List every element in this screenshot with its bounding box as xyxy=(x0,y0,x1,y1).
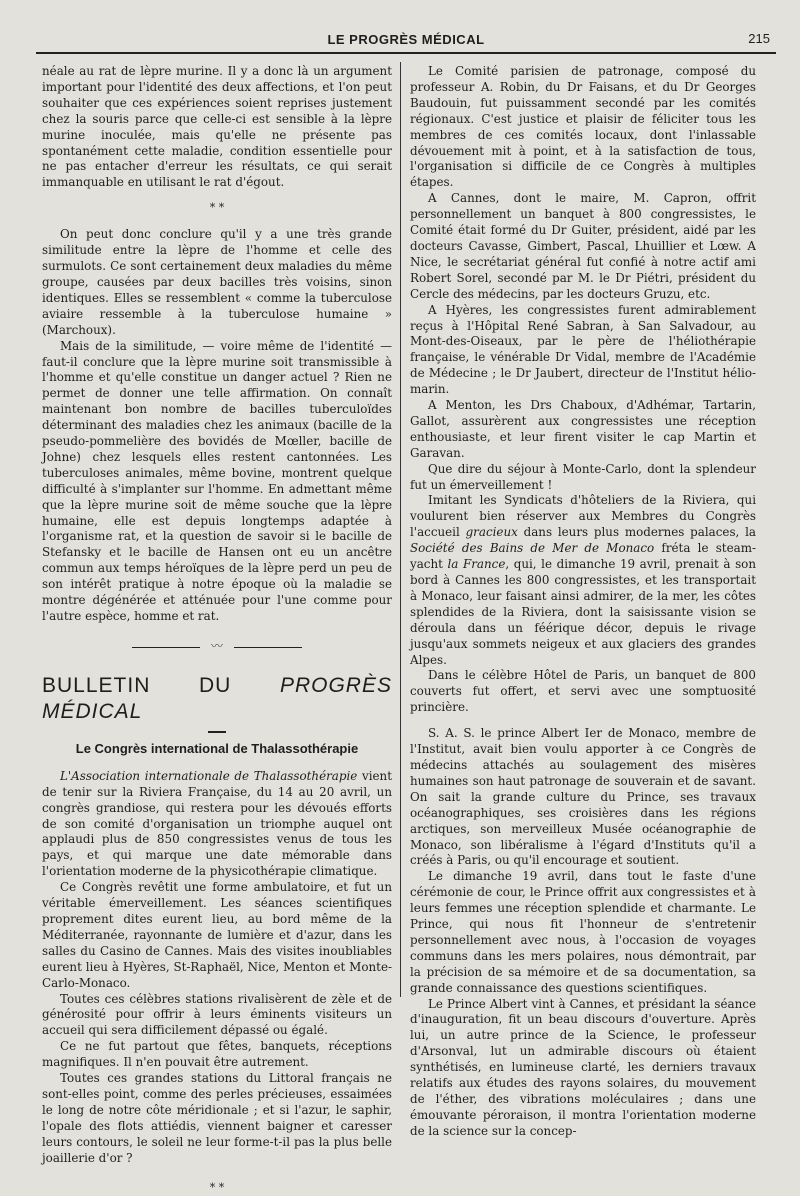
bulletin-heading-journal: PROGRÈS MÉDICAL xyxy=(42,673,392,723)
paragraph-text: vient de tenir sur la Riviera Française, du 14 au 20 avril, un congrès grandiose, qui restera pour les dévoués efforts de son comité d'organisation un triomphe auquel ont applaudi plus de 850 congressistes venus de tous les pays, et qui marque une date mémorable dans l'orientation moderne de la physicothérapie climatique. xyxy=(42,768,392,879)
paragraph: Mais de la similitude, — voire même de l'identité — faut-il conclure que la lèpre murine soit transmissible à l'homme et qu'elle constitue un danger actuel ? Rien ne permet de donner une telle affirmation. On connaît maintenant bon nombre de bacilles tuberculoïdes déterminant des maladies chez les animaux (bacille de la pseudo-pommelière des bovidés de Mœller, bacille de Johne) chez lesquels elles restent cantonnées. Les tuberculoses animales, même bovine, montrent quelque difficulté à s'implanter sur l'homme. En admettant même que la lèpre murine soit de même souche que la lèpre humaine, elle est depuis longtemps adaptée à l'organisme rat, et la question de savoir si le bacille de Stefansky et le bacille de Hansen ont eu un ancêtre commun aux temps héroïques de la lèpre perd un peu de son intérêt pratique à notre époque où la maladie se montre dégénérée et atténuée pour l'une comme pour l'autre espèce, homme et rat. xyxy=(42,338,392,623)
paragraph: A Cannes, dont le maire, M. Capron, offrit personnellement un banquet à 800 congressistes, le Comité était formé du Dr Guiter, président, aidé par les docteurs Cavasse, Gimbert, Pascal, Lhuillier et Lœw. A Nice, le secrétariat général fut confié à notre actif ami Robert Sorel, secondé par M. le Dr Piétri, président du Cercle des médecins, par les docteurs Gruzu, etc. xyxy=(410,191,756,301)
paragraph: Que dire du séjour à Monte-Carlo, dont la splendeur fut un émerveillement ! xyxy=(410,461,756,492)
paragraph: On peut donc conclure qu'il y a une très grande similitude entre la lèpre de l'homme et celle des surmulots. Ce sont certainement deux maladies du même groupe, causées par deux bacilles très voisins, sinon identiques. Elles se ressemblent « comme la tuberculose aviaire ressemble à la tuberculose humaine » (Marchoux). xyxy=(42,227,392,337)
paragraph: Le dimanche 19 avril, dans tout le faste d'une cérémonie de cour, le Prince offrit aux congressistes et à leurs femmes une réception splendide et charmante. Le Prince, qui nous fit l'honneur de s'entretenir personnellement avec nous, à l'occasion de voyages communs dans les mers polaires, nous démontrait, par la précision de sa mémoire et de sa documentation, sa grande connaissance des questions scientifiques. xyxy=(410,869,756,995)
right-column xyxy=(410,64,756,1140)
paragraph-text: Imitant les Syndicats d'hôteliers de la Riviera, qui voulurent bien réserver aux Membres du Congrès l'accueil xyxy=(410,493,756,540)
emphasis: gracieux xyxy=(465,525,518,540)
paragraph: Ce Congrès revêtit une forme ambulatoire, et fut un véritable émerveillement. Les séances scientifiques proprement dites eurent lieu, au bord même de la Méditerranée, rayonnante de lumière et d'azur, dans les salles du Casino de Cannes. Mais des visites inoubliables eurent lieu à Hyères, St-Raphaël, Nice, Menton et Monte-Carlo-Monaco. xyxy=(42,880,392,990)
yacht-name: la France xyxy=(447,557,506,572)
paragraph: Le Comité parisien de patronage, composé du professeur A. Robin, du Dr Faisans, et du Dr Georges Baudouin, fut puissamment secondé par les comités régionaux. C'est justice et plaisir de féliciter tous les membres de ces comités locaux, dont l'inlassable dévouement mit à point, et à la satisfaction de tous, l'organisation si difficile de ce Congrès à multiples étapes. xyxy=(410,64,756,190)
paragraph-text: dans leurs plus modernes palaces, la xyxy=(517,525,756,540)
paragraph xyxy=(42,769,392,880)
paragraph-gap xyxy=(410,716,756,726)
paragraph-text: fréta le steam-yacht xyxy=(410,541,757,572)
paragraph: Le Prince Albert vint à Cannes, et présidant la séance d'inauguration, fit un beau discours d'ouverture. Après lui, un autre prince de la Science, le professeur d'Arsonval, lut un admirable discours où étaient synthétisés, en lumineuse clarté, les derniers travaux relatifs aux études des rayons solaires, du mouvement de l'éther, des vibrations moléculaires ; dans une émouvante péroraison, il montra l'orientation moderne de la science sur la concep- xyxy=(410,996,756,1138)
journal-title: LE PROGRÈS MÉDICAL xyxy=(327,32,485,47)
paragraph: Ce ne fut partout que fêtes, banquets, réceptions magnifiques. Il n'en pouvait être autrement. xyxy=(42,1039,392,1070)
paragraph: A Menton, les Drs Chaboux, d'Adhémar, Tartarin, Gallot, assurèrent aux congressistes une réception enthousiaste, et leur firent visiter le cap Martin et Garavan. xyxy=(410,398,756,460)
left-column xyxy=(42,64,392,1196)
society-name: Société des Bains de Mer de Monaco xyxy=(410,541,655,556)
page-number: 215 xyxy=(748,31,770,46)
paragraph-text: , qui, le dimanche 19 avril, prenait à son bord à Cannes les 800 congressistes, et les transportait à Monaco, leur faisant ainsi admirer, de la mer, les côtes splendides de la Riviera, dont la saisissante vision se déroula dans un féérique décor, depuis le rivage jusqu'aux sommets neigeux et aux glaciers des grandes Alpes. xyxy=(410,557,756,667)
association-name: L'Association internationale de Thalassothérapie xyxy=(60,768,358,783)
page-header xyxy=(36,30,776,54)
paragraph xyxy=(410,493,756,668)
ornamental-divider: 〰 xyxy=(132,643,302,651)
section-separator: * * xyxy=(209,1181,225,1195)
column-divider xyxy=(400,62,401,997)
paragraph: S. A. S. le prince Albert Ier de Monaco, membre de l'Institut, avait bien voulu apporter à ce Congrès de médecins attachés au soulagement des misères humaines son haut patronage de souverain et de savant. On sait la grande culture du Prince, ses travaux océanographiques, ses croisières dans les régions arctiques, son merveilleux Musée océanographie de Monaco, son libéralisme à l'égard d'Instituts qu'il a créés à Paris, ou qu'il encourage et soutient. xyxy=(410,726,756,868)
paragraph: Dans le célèbre Hôtel de Paris, un banquet de 800 couverts fut offert, et servi avec une somptuosité princière. xyxy=(410,668,756,715)
bulletin-heading-prefix: BULLETIN DU xyxy=(42,673,280,697)
bulletin-heading xyxy=(42,673,392,725)
paragraph: A Hyères, les congressistes furent admirablement reçus à l'Hôpital René Sabran, à San Salvadour, au Mont-des-Oiseaux, par le père de l'héliothérapie française, le vénérable Dr Vidal, membre de l'Académie de Médecine ; le Dr Jaubert, directeur de l'Institut hélio-marin. xyxy=(410,302,756,397)
article-title: Le Congrès international de Thalassothérapie xyxy=(75,740,359,756)
paragraph: Toutes ces grandes stations du Littoral français ne sont-elles point, comme des perles précieuses, essaimées le long de notre côte méridionale ; et si l'azur, le saphir, l'opale des flots attiédis, viennent baigner et caresser leurs contours, le soleil ne leur forme-t-il pas la plus belle joaillerie d'or ? xyxy=(42,1071,392,1165)
paragraph: néale au rat de lèpre murine. Il y a donc là un argument important pour l'identité des deux affections, et l'on peut souhaiter que ces expériences soient reprises justement chez la souris parce que celle-ci est sensible à la lèpre murine inoculée, mais qu'elle ne présente pas spontanément cette maladie, condition essentielle pour ne pas entacher d'erreur les résultats, ce qui serait immanquable en utilisant le rat d'égout. xyxy=(42,64,392,190)
section-separator: * * xyxy=(209,201,225,215)
paragraph: Toutes ces célèbres stations rivalisèrent de zèle et de générosité pour offrir à leurs éminents visiteurs un accueil qui sera difficilement dépassé ou égalé. xyxy=(42,991,392,1038)
heading-dash xyxy=(208,731,226,733)
